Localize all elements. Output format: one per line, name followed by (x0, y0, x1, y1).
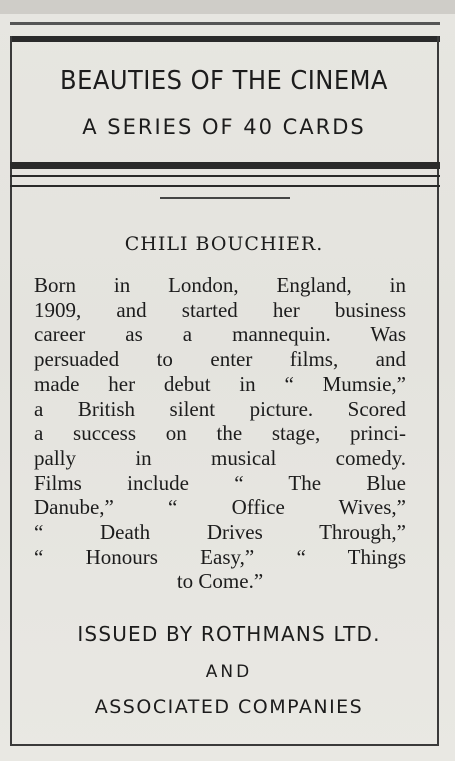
bio-line: “ Honours Easy,” “ Things (34, 544, 406, 569)
issuer-and: AND (205, 662, 253, 682)
bio-line: a British silent picture. Scored (34, 396, 406, 421)
issuer-line: ISSUED BY ROTHMANS LTD. (77, 622, 381, 646)
bio-line: Films include “ The Blue (34, 470, 406, 495)
card-top-edge (0, 0, 455, 14)
frame-bottom (10, 744, 439, 746)
bio-line: pally in musical comedy. (34, 445, 406, 470)
issuer-companies: ASSOCIATED COMPANIES (94, 696, 364, 718)
bio-line: a success on the stage, princi- (34, 421, 406, 446)
series-title: BEAUTIES OF THE CINEMA (60, 66, 388, 96)
bio-line: 1909, and started her business (34, 297, 406, 322)
short-ornament-rule (160, 197, 290, 199)
header-divider-thin-1 (10, 175, 440, 177)
bio-line: to Come.” (176, 569, 264, 594)
frame-left (10, 36, 12, 746)
bio-line: Born in London, England, in (34, 273, 406, 297)
top-double-rule-2 (10, 36, 440, 42)
bio-line: career as a mannequin. Was (34, 322, 406, 347)
bio-line: persuaded to enter films, and (34, 347, 406, 372)
top-double-rule-1 (10, 22, 440, 25)
header-divider-heavy (10, 162, 440, 169)
bio-line: Danube,” “ Office Wives,” (34, 495, 406, 520)
bio-line: made her debut in “ Mumsie,” (34, 371, 406, 396)
series-subtitle: A SERIES OF 40 CARDS (82, 115, 366, 139)
header-divider-thin-2 (10, 185, 440, 187)
biography-text (34, 273, 406, 594)
subject-name: CHILI BOUCHIER. (124, 233, 324, 255)
bio-line: “ Death Drives Through,” (34, 520, 406, 545)
